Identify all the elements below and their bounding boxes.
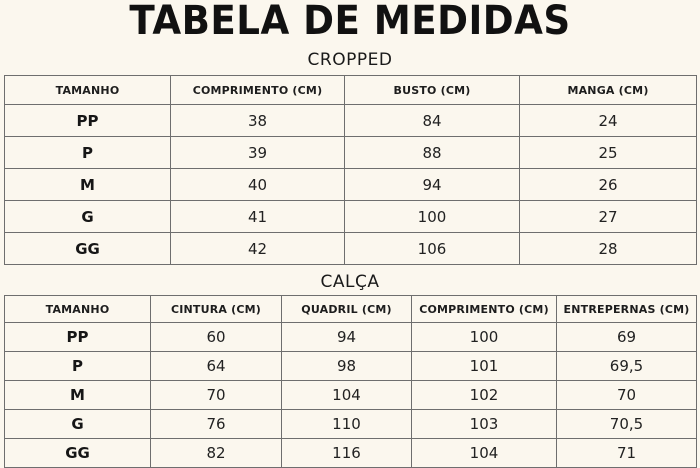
column-header-length: COMPRIMENTO (CM) (171, 76, 345, 105)
table-cell: 104 (282, 381, 412, 410)
table-cell: 100 (345, 201, 520, 233)
section-title-cropped: CROPPED (307, 50, 393, 70)
table-cell: 64 (151, 352, 282, 381)
table-cell: 70 (151, 381, 282, 410)
table-cell: 84 (345, 105, 520, 137)
table-row (5, 352, 697, 381)
table-cell: 70 (557, 381, 697, 410)
table-cell: 101 (412, 352, 557, 381)
size-label: P (5, 137, 171, 169)
table-cell: 76 (151, 410, 282, 439)
size-label: PP (5, 105, 171, 137)
table-cell: 110 (282, 410, 412, 439)
size-label: G (5, 410, 151, 439)
column-header-waist: CINTURA (CM) (151, 296, 282, 323)
table-cell: 104 (412, 439, 557, 468)
column-header-length: COMPRIMENTO (CM) (412, 296, 557, 323)
table-cell: 41 (171, 201, 345, 233)
table-cell: 116 (282, 439, 412, 468)
table-row (5, 169, 697, 201)
table-row (5, 381, 697, 410)
table-row (5, 201, 697, 233)
table-row (5, 323, 697, 352)
table-cell: 98 (282, 352, 412, 381)
table-cell: 27 (520, 201, 697, 233)
column-header-inseam: ENTREPERNAS (CM) (557, 296, 697, 323)
table-cell: 69,5 (557, 352, 697, 381)
table-cell: 38 (171, 105, 345, 137)
table-cell: 69 (557, 323, 697, 352)
size-label: GG (5, 439, 151, 468)
calca-size-table (4, 295, 697, 468)
table-cell: 106 (345, 233, 520, 265)
table-cell: 88 (345, 137, 520, 169)
column-header-size: TAMANHO (5, 296, 151, 323)
column-header-hip: QUADRIL (CM) (282, 296, 412, 323)
table-cell: 40 (171, 169, 345, 201)
column-header-bust: BUSTO (CM) (345, 76, 520, 105)
size-label: PP (5, 323, 151, 352)
table-cell: 70,5 (557, 410, 697, 439)
table-cell: 103 (412, 410, 557, 439)
table-cell: 42 (171, 233, 345, 265)
table-cell: 28 (520, 233, 697, 265)
table-cell: 82 (151, 439, 282, 468)
table-cell: 71 (557, 439, 697, 468)
table-cell: 94 (345, 169, 520, 201)
table-cell: 26 (520, 169, 697, 201)
table-cell: 100 (412, 323, 557, 352)
table-cell: 25 (520, 137, 697, 169)
size-label: M (5, 381, 151, 410)
table-cell: 94 (282, 323, 412, 352)
cropped-size-table (4, 75, 697, 265)
size-label: M (5, 169, 171, 201)
size-label: G (5, 201, 171, 233)
size-label: P (5, 352, 151, 381)
table-row (5, 233, 697, 265)
size-label: GG (5, 233, 171, 265)
table-header-row (5, 76, 697, 105)
table-row (5, 137, 697, 169)
column-header-sleeve: MANGA (CM) (520, 76, 697, 105)
table-cell: 39 (171, 137, 345, 169)
table-cell: 60 (151, 323, 282, 352)
page-title: TABELA DE MEDIDAS (129, 0, 571, 44)
table-header-row (5, 296, 697, 323)
table-row (5, 105, 697, 137)
table-row (5, 410, 697, 439)
table-cell: 24 (520, 105, 697, 137)
table-cell: 102 (412, 381, 557, 410)
section-title-calca: CALÇA (320, 272, 380, 292)
column-header-size: TAMANHO (5, 76, 171, 105)
table-row (5, 439, 697, 468)
